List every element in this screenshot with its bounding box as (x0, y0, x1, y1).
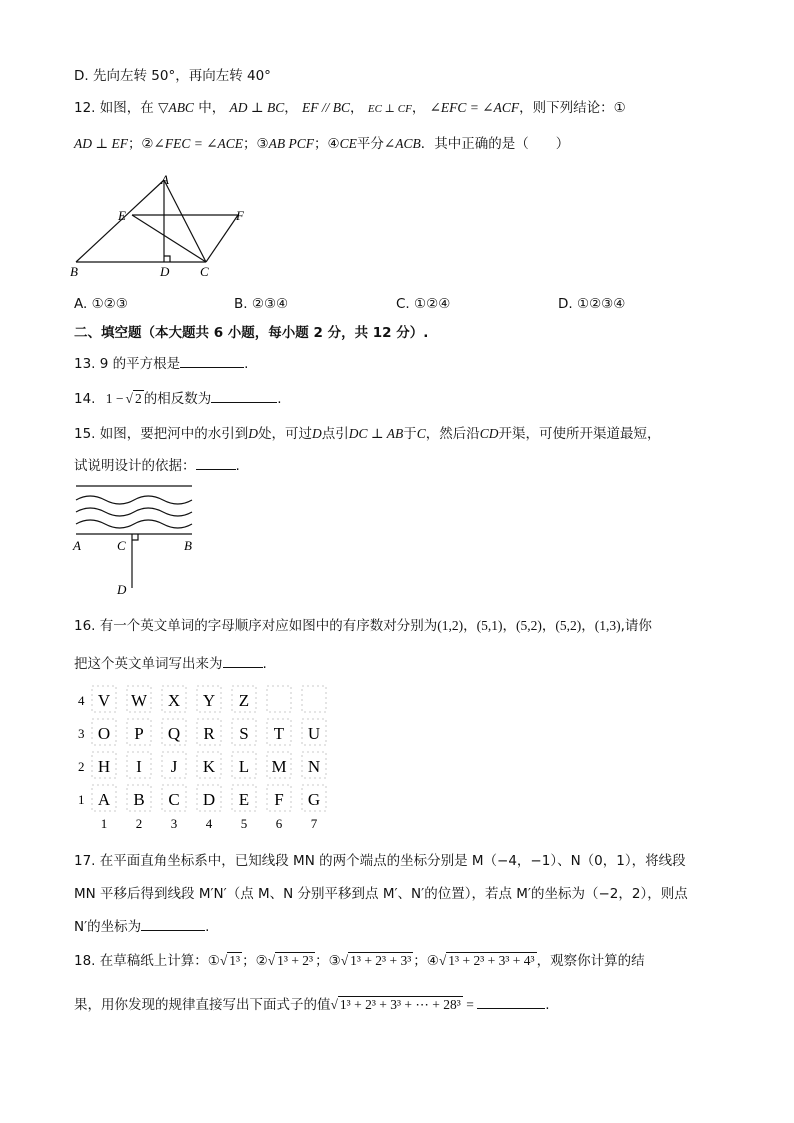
q12-figure (66, 170, 256, 282)
wave-3 (76, 520, 192, 528)
q15-text: 开渠，可使所开渠道最短， (498, 426, 661, 442)
grid-col-label: 2 (135, 816, 143, 831)
q12-text: ；③ (243, 136, 269, 152)
q12-sep: ， (284, 100, 298, 116)
q16-pair: (5,2) (555, 618, 582, 633)
grid-letter: D (202, 790, 216, 809)
q12-condition-3: EC ⊥ CF (367, 103, 412, 115)
label-b: B (70, 264, 78, 279)
q12-condition-1: AD ⊥ BC (229, 100, 285, 115)
q17-text: N′的坐标为 (74, 919, 142, 935)
answer-blank[interactable] (180, 353, 244, 368)
q12-option-d: D. ①②③④ (558, 296, 626, 312)
grid-row-label: 2 (78, 759, 85, 774)
q12-option-b: B. ②③④ (234, 296, 289, 312)
q16-comma: ， (581, 618, 595, 634)
q15-text: 于 (403, 426, 417, 442)
q16-pair: (1,2) (437, 618, 464, 633)
q15-text: 处，可过 (258, 426, 313, 442)
q16-text: ,请你 (620, 618, 652, 634)
q12-text: ．其中正确的是（ ） (420, 136, 570, 152)
grid-cell-border (267, 686, 291, 712)
q18-expr-1: 1³ (229, 953, 241, 968)
q17-period: . (205, 919, 210, 935)
grid-letter: C (168, 790, 180, 809)
grid-letter: T (273, 724, 285, 743)
q12-conclusion-1: AD ⊥ EF (74, 136, 128, 151)
grid-col-label: 5 (240, 816, 248, 831)
grid-letter: N (307, 757, 321, 776)
wave-2 (76, 508, 192, 516)
grid-col-label: 6 (275, 816, 283, 831)
q13-period: . (244, 356, 249, 372)
answer-blank[interactable] (196, 455, 236, 470)
grid-col-label: 4 (205, 816, 213, 831)
label-f: F (236, 208, 244, 223)
q15-point: C (416, 426, 426, 441)
q15-expr: DC ⊥ AB (348, 426, 404, 441)
grid-row-label: 3 (78, 726, 85, 741)
answer-blank[interactable] (141, 916, 205, 931)
grid-letter: R (203, 724, 215, 743)
grid-letter: M (271, 757, 287, 776)
grid-letter: Y (202, 691, 216, 710)
q12-condition-4: ∠EFC = ∠ACF (429, 100, 520, 115)
q18-sep: ；④ (413, 953, 439, 969)
grid-col-label: 3 (170, 816, 178, 831)
q12-angle: ∠ACB (383, 136, 421, 151)
q18-expr-5: 1³ + 2³ + 3³ + ⋯ + 28³ (339, 997, 461, 1012)
grid-letter: X (167, 691, 181, 710)
q15-text: 15. 如图，要把河中的水引到 (74, 426, 249, 442)
q16-pair: (5,1) (476, 618, 503, 633)
grid-letter: W (130, 691, 148, 710)
q18-expr-4: 1³ + 2³ + 3³ + 4³ (448, 953, 535, 968)
q12-text: ；② (127, 136, 154, 152)
label-b: B (184, 538, 192, 553)
grid-row-label: 1 (78, 792, 85, 807)
q16-text: 16. 有一个英文单词的字母顺序对应如图中的有序数对分别为 (74, 618, 438, 634)
q18-sep: ；③ (315, 953, 341, 969)
q12-text: 平分 (356, 136, 384, 152)
q14: 14. 1 − √ 2 的相反数为 . (74, 388, 282, 409)
label-a: A (73, 538, 81, 553)
segment-ac (164, 180, 206, 262)
q18-equals: = (462, 997, 478, 1012)
label-c: C (117, 538, 126, 553)
grid-letter: J (170, 757, 178, 776)
q18-text: 18. 在草稿纸上计算：① (74, 953, 220, 969)
grid-letter: K (202, 757, 216, 776)
q12-text: ，则下列结论：① (519, 100, 626, 116)
q14-radicand: 2 (134, 391, 142, 406)
q16-text: 把这个英文单词写出来为 (74, 656, 223, 672)
q12-conclusion-4: CE (339, 136, 357, 151)
label-d: D (160, 264, 170, 279)
q15-line1 (74, 424, 661, 444)
q12-text: 12. 如图，在 (74, 100, 154, 116)
label-e: E (118, 208, 126, 223)
q12-condition-2: EF // BC (302, 100, 351, 115)
q18-sep: ；② (242, 953, 268, 969)
q16-comma: ， (541, 618, 556, 634)
q14-number: 14. (74, 391, 96, 407)
q17-line1: 17. 在平面直角坐标系中，已知线段 MN 的两个端点的坐标分别是 M（−4，−1）、N（0，1），将线段 (74, 853, 686, 869)
grid-letter: S (239, 724, 249, 743)
grid-letter: B (133, 790, 145, 809)
grid-letter: P (134, 724, 144, 743)
q15-text: 试说明设计的依据： (74, 458, 196, 474)
q12-line1 (74, 98, 626, 119)
q18-expr-3: 1³ + 2³ + 3³ (350, 953, 412, 968)
q15-period: . (235, 458, 240, 474)
q14-expr: 1 − (105, 391, 124, 406)
grid-letter: I (136, 757, 142, 776)
grid-letter: H (97, 757, 111, 776)
q16-pair: (1,3) (594, 618, 621, 633)
section-title: 二、填空题（本大题共 6 小题，每小题 2 分，共 12 分）. (74, 325, 429, 341)
q18-expr-2: 1³ + 2³ (277, 953, 314, 968)
grid-letter: L (238, 757, 250, 776)
q18-text: 果，用你发现的规律直接写出下面式子的值 (74, 997, 331, 1013)
q14-period: . (277, 391, 282, 407)
q15-segment: CD (479, 426, 499, 441)
q12-sep: ， (411, 100, 426, 116)
answer-blank[interactable] (211, 388, 277, 403)
q12-option-a: A. ①②③ (74, 296, 128, 312)
grid-letter: Q (167, 724, 181, 743)
grid-letter: O (97, 724, 111, 743)
q17-line3 (74, 916, 209, 937)
q13 (74, 353, 248, 374)
grid-col-label: 1 (100, 816, 108, 831)
q12-text: 中， (198, 100, 226, 116)
q18-period: . (545, 997, 550, 1013)
q15-line2 (74, 455, 240, 476)
answer-blank[interactable] (223, 653, 263, 668)
grid-letter: G (307, 790, 321, 809)
grid-letter: E (238, 790, 250, 809)
grid-letter: U (307, 724, 321, 743)
segment-fc (206, 215, 238, 262)
grid-row-label: 4 (78, 693, 85, 708)
q12-sep: ， (350, 100, 364, 116)
grid-cell-border (302, 686, 326, 712)
q16-period: . (262, 656, 267, 672)
grid-letter: Z (238, 691, 250, 710)
answer-blank[interactable] (477, 994, 545, 1009)
q15-point: D (312, 426, 322, 441)
label-d: D (117, 582, 127, 597)
right-angle-mark (132, 534, 138, 540)
q18-text: ，观察你计算的结 (536, 953, 645, 969)
q16-pair: (5,2) (516, 618, 542, 633)
q16-comma: ， (502, 618, 517, 634)
q12-option-c: C. ①②④ (396, 296, 451, 312)
grid-col-label: 7 (310, 816, 318, 831)
letter-grid (74, 680, 344, 840)
q16-comma: ， (463, 618, 477, 634)
q15-text: 点引 (321, 426, 349, 442)
label-c: C (200, 264, 209, 279)
q12-line2 (74, 134, 569, 154)
q11-option-d: D. 先向左转 50°，再向左转 40° (74, 68, 271, 84)
q12-conclusion-2: ∠FEC = ∠ACE (153, 136, 244, 151)
q16-line2 (74, 653, 267, 674)
right-angle-mark (164, 256, 170, 262)
grid-letter: A (97, 790, 111, 809)
q14-text: 的相反数为 (143, 391, 212, 407)
q12-text: ；④ (314, 136, 340, 152)
q17-line2: MN 平移后得到线段 M′N′（点 M、N 分别平移到点 M′、N′的位置），若点 M′的坐标为（−2，2），则点 (74, 886, 688, 902)
grid-letter: V (97, 691, 111, 710)
label-a: A (161, 172, 169, 187)
q13-text: 13. 9 的平方根是 (74, 356, 181, 372)
q15-figure (70, 482, 210, 598)
q18-line1: 18. 在草稿纸上计算：①√ 1³ ；②√ 1³ + 2³ ；③√ 1³ + 2³ + 3³ ；④√ 1³ + 2³ + 3³ + 4³ ，观察你计算的结 (74, 953, 645, 969)
grid-letter: F (274, 790, 284, 809)
segment-ec (132, 215, 206, 262)
q15-text: ，然后沿 (425, 426, 480, 442)
wave-1 (76, 496, 192, 504)
q12-conclusion-3: AB PCF (268, 136, 315, 151)
q12-triangle: ▽ABC (158, 100, 194, 115)
q16-line1 (74, 616, 652, 636)
q18-line2: 果，用你发现的规律直接写出下面式子的值√ 1³ + 2³ + 3³ + ⋯ + 28³ = . (74, 994, 550, 1015)
q15-point: D (248, 426, 259, 441)
